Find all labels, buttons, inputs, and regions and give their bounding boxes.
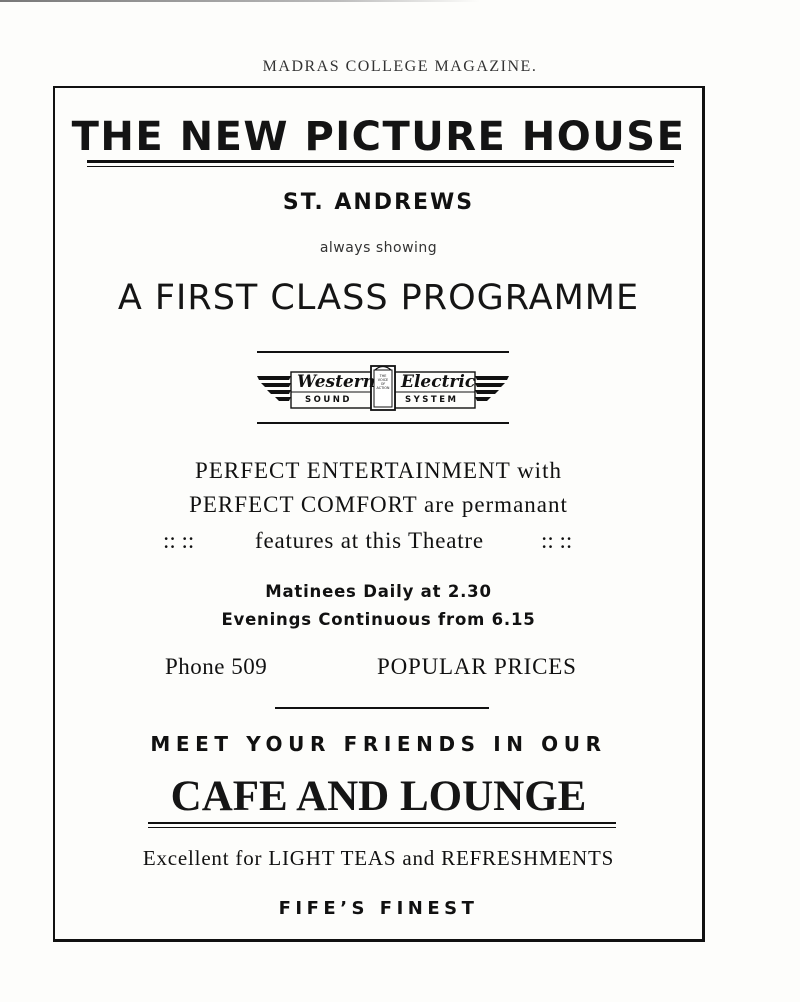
logo-word-electric: Electric bbox=[401, 372, 476, 392]
entertainment-line-1: PERFECT ENTERTAINMENT with bbox=[195, 458, 562, 483]
logo-rule-top bbox=[257, 351, 509, 353]
logo-center-line: THE bbox=[379, 374, 387, 378]
phone-prices-row bbox=[165, 654, 605, 684]
advert-frame bbox=[53, 86, 705, 942]
logo-center-line: VOICE bbox=[377, 378, 389, 382]
logo-center-line: ACTION bbox=[376, 386, 390, 390]
features-text: features at this Theatre bbox=[255, 528, 484, 553]
logo-sub-system: SYSTEM bbox=[405, 395, 459, 405]
popular-prices: POPULAR PRICES bbox=[377, 654, 577, 679]
section-divider bbox=[275, 707, 489, 709]
cinema-title: THE NEW PICTURE HOUSE bbox=[71, 114, 686, 160]
western-electric-logo bbox=[255, 362, 511, 416]
logo-sub-sound: SOUND bbox=[305, 395, 352, 405]
cafe-lounge-heading: CAFE AND LOUNGE bbox=[170, 773, 587, 820]
logo-center-line: OF bbox=[380, 382, 386, 386]
fifes-finest-text: FIFE’S FINEST bbox=[278, 898, 479, 919]
running-head: MADRAS COLLEGE MAGAZINE. bbox=[262, 58, 538, 75]
title-double-rule bbox=[87, 160, 674, 167]
evenings-text: Evenings Continuous from 6.15 bbox=[221, 610, 536, 629]
always-showing-text: always showing bbox=[319, 240, 438, 256]
features-line bbox=[163, 528, 603, 558]
ornament-right: :: :: bbox=[541, 528, 573, 553]
phone-number: Phone 509 bbox=[165, 654, 268, 679]
ornament-left: :: :: bbox=[163, 528, 195, 553]
light-teas-text: Excellent for LIGHT TEAS and REFRESHMENTS bbox=[142, 846, 615, 870]
logo-word-western: Western bbox=[297, 372, 376, 392]
matinees-text: Matinees Daily at 2.30 bbox=[265, 582, 492, 601]
cafe-underline bbox=[148, 822, 616, 828]
scan-edge bbox=[0, 0, 480, 2]
meet-friends-text: MEET YOUR FRIENDS IN OUR bbox=[150, 732, 607, 756]
programme-heading: A FIRST CLASS PROGRAMME bbox=[117, 278, 640, 318]
entertainment-line-2: PERFECT COMFORT are permanant bbox=[189, 492, 568, 517]
logo-center-text bbox=[374, 374, 392, 390]
logo-rule-bottom bbox=[257, 422, 509, 424]
town-name: ST. ANDREWS bbox=[282, 190, 475, 215]
